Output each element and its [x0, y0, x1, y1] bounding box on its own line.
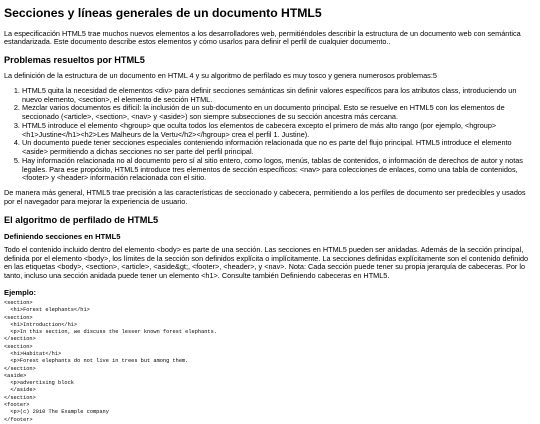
sections-subheading: Definiendo secciones en HTML5	[4, 231, 121, 241]
intro-paragraph: La especificación HTML5 trae muchos nuevos elementos a los desarrolladores web, permitiéndoles describir la estructura de un documento web con semántica estandarizada. Este documento describe estos elementos y cómo usarlos para definir el perfil de cualquier documento..	[4, 28, 521, 47]
list-item: 4. Un documento puede tener secciones especiales conteniendo información relacionada que no es parte del flujo principal. HTML5 introduce el elemento <aside> permitiendo a dichas secciones no ser parte del perfil principal.	[22, 139, 536, 157]
problems-heading: Problemas resueltos por HTML5	[4, 55, 145, 66]
algorithm-heading: El algoritmo de perfilado de HTML5	[4, 214, 159, 225]
list-item: 2. Mezclar varios documentos es difícil: la inclusión de un sub-documento en un documento principal. Esto se resuelve en HTML5 con los elementos de seccionado (<article>, <section>, <nav> y <aside>) son siempre subsecciones de su sección ancestra más cercana.	[22, 104, 536, 122]
list-item: 1. HTML5 quita la necesidad de elementos <div> para definir secciones semánticas sin definir valores específicos para los atributos class, introduciendo un nuevo elemento, <section>, el elemento de sección HTML.	[22, 87, 536, 105]
problems-list	[4, 87, 536, 183]
list-item: 5. Hay información relacionada no al documento pero sí al sitio entero, como logos, menús, tablas de contenidos, o información de derechos de autor y notas legales. Para ese propósito, HTML5 introduce tres elementos de sección específicos: <nav> para colecciones de enlaces, como una tabla de contenidos, <footer> y <header> información relacionada con el sitio.	[22, 157, 536, 183]
problems-lead: La definición de la estructura de un documento en HTML 4 y su algoritmo de perfilado es muy tosco y genera numerosos problemas:5	[4, 71, 437, 81]
example-label: Ejemplo:	[4, 287, 37, 297]
problems-closing: De manera más general, HTML5 trae precisión a las características de seccionado y cabecera, permitiendo a los perfiles de documento ser predecibles y usados por el navegador para mejorar la experiencia de usuario.	[4, 188, 526, 206]
sections-body: Todo el contenido incluido dentro del elemento <body> es parte de una sección. Las secciones en HTML5 pueden ser anidadas. Además de la sección principal, definida por el elemento <body>, los límites de la sección son definidos explícita o implícitamente. La secciones definidas explícitamente son el contenido definido en las etiquetas <body>, <section>, <article>, <aside&gt;, <footer>, <header>, y <nav>. Nota: Cada sección puede tener su propia jerarquía de cabeceras. Por lo tanto, incluso una sección anidada puede tener un elemento <h1>. Consulte también Definiendo cabeceras en HTML5.	[4, 244, 529, 281]
list-item: 3. HTML5 introduce el elemento <hgroup> que oculta todos los elementos de cabecera excepto el primero de más alto rango (por ejemplo, <hgroup> <h1>Justine</h1><h2>Les Malheurs de la Vertu</h2></hgroup> crea el perfil 1. Justine).	[22, 122, 536, 140]
code-example: <section> <h1>Forest elephants</h1> <section> <h1>Introduction</h1> <p>In this section, we discuss the lesser known forest elephants. </section> <section> <h1>Habitat</h1> <p>Forest elephants do not live in trees but among them. </section> <aside> <p>advertising block </aside> </section> <footer> <p>(c) 2010 The Example company </footer>	[4, 299, 217, 423]
page-title: Secciones y líneas generales de un documento HTML5	[4, 6, 322, 20]
